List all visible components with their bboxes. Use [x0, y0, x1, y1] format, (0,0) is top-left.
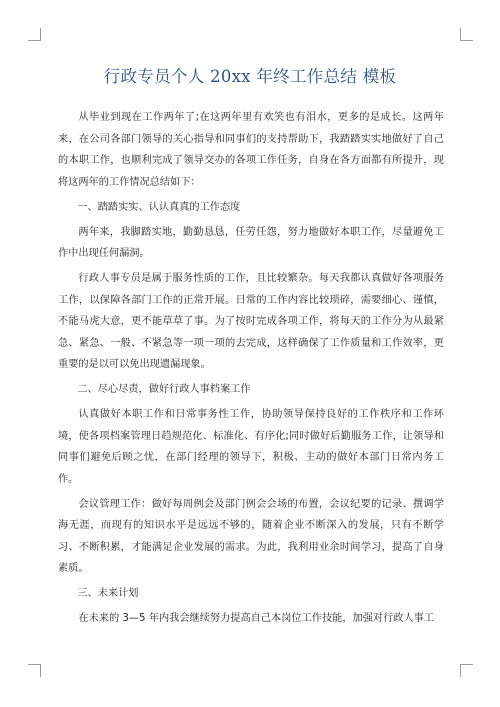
document-title: 行政专员个人 20xx 年终工作总结 模板 — [103, 67, 397, 86]
crop-mark-bottom-left — [28, 664, 41, 677]
crop-mark-bottom-right — [460, 664, 473, 677]
crop-mark-top-left — [28, 28, 41, 41]
paragraph: 从毕业到现在工作两年了;在这两年里有欢笑也有泪水，更多的是成长。这两年来，在公司各部门领导的关心指导和同事们的支持帮助下，我踏踏实实地做好了自己的本职工作，也顺利完成了领导交办的各项工作任务，自身在各方面都有所提升，现将这两年的工作情况总结如下： — [58, 112, 444, 188]
paragraph: 认真做好本职工作和日常事务性工作，协助领导保持良好的工作秩序和工作环境，使各项档案管理日趋规范化、标准化、有序化;同时做好后勤服务工作，让领导和同事们避免后顾之忧，在部门经理的领导下，积极、主动的做好本部门日常内务工作。 — [58, 409, 444, 485]
paragraph: 在未来的 3—5 年内我会继续努力提高自己本岗位工作技能，加强对行政人事工 — [78, 613, 435, 624]
document-body — [58, 107, 444, 633]
paragraph: 两年来，我脚踏实地，勤勤恳恳，任劳任怨，努力地做好本职工作，尽量避免工作中出现任何漏洞。 — [58, 226, 444, 259]
paragraph: 行政人事专员是属于服务性质的工作，且比较繁杂。每天我都认真做好各项服务工作，以保障各部门工作的正常开展。日常的工作内容比较琐碎，需要细心、谨慎，不能马虎大意，更不能草草了事。为了按时完成各项工作，将每天的工作分为从最紧急、紧急、一般、不紧急等一项一项的去完成，这样确保了工作质量和工作效率，更重要的是以可以免出现遗漏现象。 — [58, 273, 444, 370]
crop-mark-top-right — [460, 28, 473, 41]
paragraph: 会议管理工作：做好每周例会及部门例会会场的布置，会议纪要的记录、撰调学海无涯，而现有的知识水平是远远不够的，随着企业不断深入的发展，只有不断学习、不断积累，才能满足企业发展的需求。为此，我利用业余时间学习，提高了自身素质。 — [58, 498, 444, 574]
section-heading: 二、尽心尽责，做好行政人事档案工作 — [77, 384, 251, 395]
section-heading: 三、未来计划 — [77, 588, 139, 599]
section-heading: 一、踏踏实实、认认真真的工作态度 — [77, 201, 241, 213]
